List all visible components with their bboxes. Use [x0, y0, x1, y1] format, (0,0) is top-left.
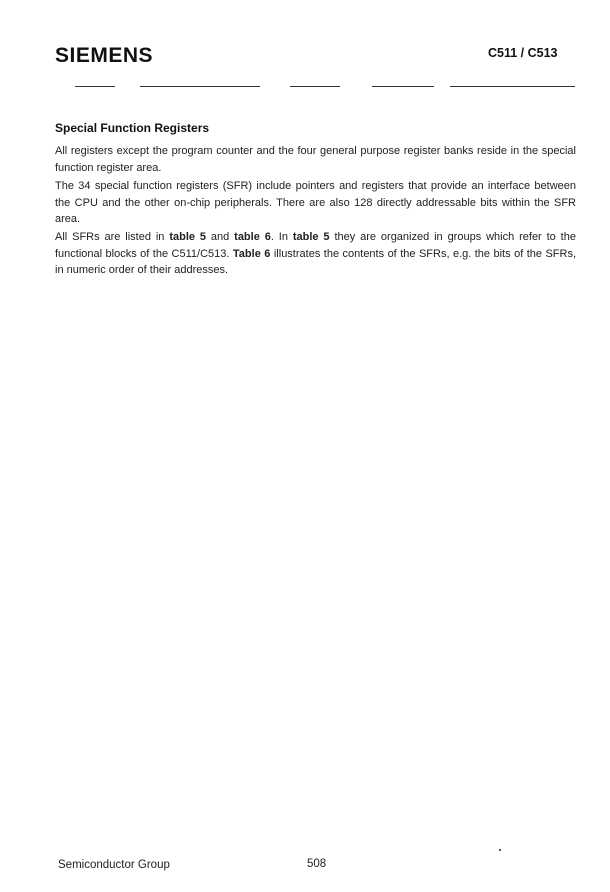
section-title: Special Function Registers [55, 121, 210, 135]
header-rule-segment [372, 86, 434, 87]
table-6-reference: table 6 [234, 231, 271, 243]
page-number: 508 [307, 858, 327, 870]
header-rule-segment [140, 86, 260, 87]
footer-publisher: Semiconductor Group [58, 859, 170, 871]
header-rule-segment [75, 86, 115, 87]
table-6-reference: Table 6 [232, 247, 271, 260]
paragraph-sfr-count: The 34 special function registers (SFR) include pointers and registers that provide an interface between the CPU and the other on-chip peripherals. There are also 128 directly addressable bits within the SFR area. [55, 180, 576, 225]
header-rule-segment [290, 86, 340, 87]
product-title: C511 / C513 [488, 46, 558, 60]
scan-speck [499, 849, 501, 851]
header-rule-segment [450, 86, 575, 87]
table-5-reference: table 5 [292, 231, 330, 243]
table-5-reference: table 5 [169, 231, 207, 243]
paragraph-sfr-tables: All SFRs are listed in table 5 and table 6. In table 5 they are organized in groups which refer to the functional blocks of the C511/C513. Table 6 illustrates the contents of the SFRs, e.g. the bits of the SFRs, in numeric order of their addresses. [55, 231, 577, 276]
siemens-logo: SIEMENS [55, 44, 154, 67]
paragraph-registers: All registers except the program counter and the four general purpose register banks reside in the special function register area. [55, 145, 576, 174]
